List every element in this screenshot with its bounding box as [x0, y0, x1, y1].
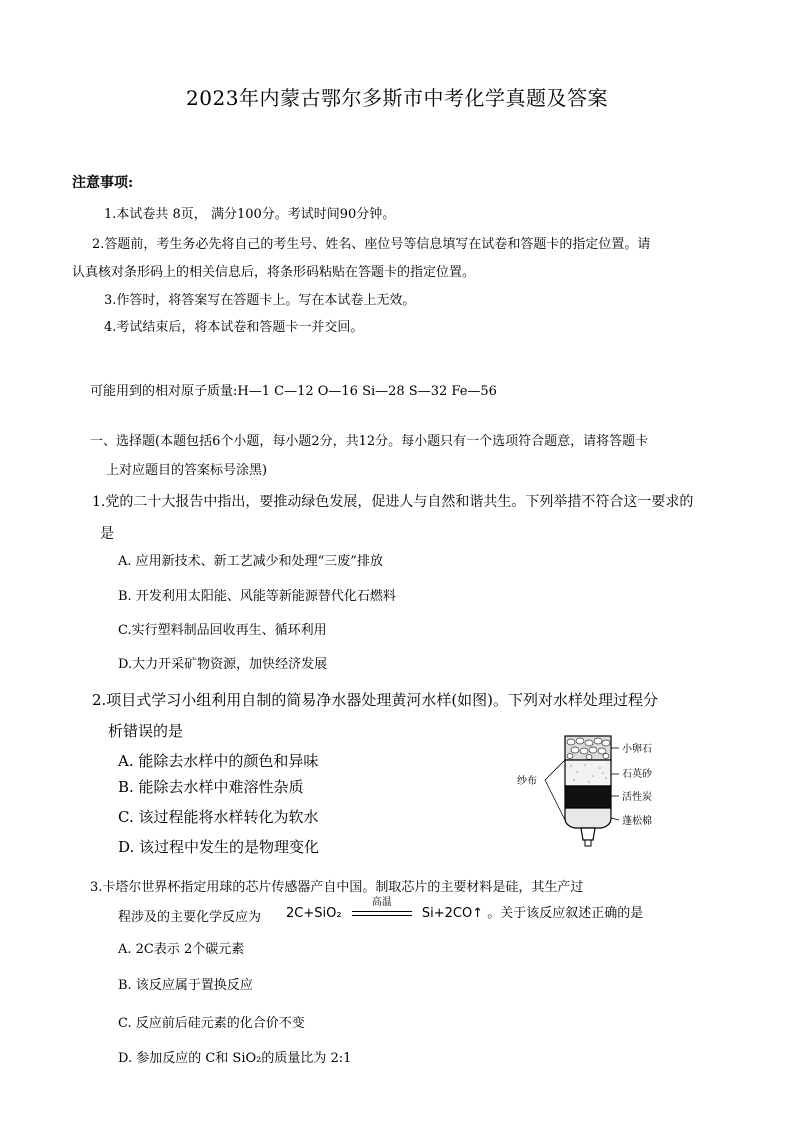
notice-item-1: 1.本试卷共 8页， 满分100分。考试时间90分钟。 [104, 207, 396, 222]
notice-item-2-line-1: 2.答题前，考生务必先将自己的考生号、姓名、座位号等信息填写在试卷和答题卡的指定位置。请 [92, 237, 651, 252]
q2-option-b: B. 能除去水样中难溶性杂质 [118, 778, 304, 796]
atomic-mass-line: 可能用到的相对原子质量:H—1 C—12 O—16 Si—28 S—32 Fe—56 [90, 384, 497, 399]
notice-item-3: 3.作答时，将答案写在答题卡上。写在本试卷上无效。 [104, 293, 416, 308]
label-pebble: 小卵石 [622, 744, 652, 755]
equation-arrow [352, 897, 412, 916]
q2-stem-line-1: 2.项目式学习小组利用自制的简易净水器处理黄河水样(如图)。下列对水样处理过程分 [92, 691, 659, 709]
equation-products: Si+2CO↑ [421, 906, 484, 921]
q1-option-b: B. 开发利用太阳能、风能等新能源替代化石燃料 [118, 589, 396, 604]
q1-stem-line-2: 是 [100, 526, 114, 542]
section-1-line-1: 一、选择题(本题包括6个小题，每小题2分，共12分。每小题只有一个选项符合题意，请将答题卡 [90, 434, 649, 449]
q1-option-d: D.大力开采矿物资源，加快经济发展 [118, 657, 328, 672]
q3-option-a: A. 2C表示 2个碳元素 [118, 942, 245, 957]
cloth-pointer [545, 760, 565, 820]
section-1-line-2: 上对应题目的答案标号涂黑) [106, 463, 268, 478]
equation-reactants: 2C+SiO₂ [286, 906, 342, 921]
q3-option-d: D. 参加反应的 C和 SiO₂的质量比为 2:1 [118, 1051, 352, 1066]
label-cotton: 蓬松棉 [622, 816, 652, 827]
q3-stem-suffix: 。关于该反应叙述正确的是 [487, 906, 644, 921]
layer-pointers [611, 748, 619, 820]
notice-item-2-line-2: 认真核对条形码上的相关信息后，将条形码粘贴在答题卡的指定位置。 [72, 265, 476, 280]
q1-option-a: A. 应用新技术、新工艺减少和处理“三废”排放 [118, 554, 383, 569]
q2-option-a: A. 能除去水样中的颜色和异味 [118, 752, 319, 770]
label-cloth: 纱布 [517, 776, 537, 787]
q3-stem-prefix: 程涉及的主要化学反应为 [118, 910, 262, 925]
water-purifier-diagram [505, 732, 695, 850]
label-activated-carbon: 活性炭 [622, 792, 652, 803]
page-title: 2023年内蒙古鄂尔多斯市中考化学真题及答案 [186, 86, 608, 110]
q1-option-c: C.实行塑料制品回收再生、循环利用 [118, 623, 327, 638]
chemical-equation [286, 897, 644, 921]
q2-option-d: D. 该过程中发生的是物理变化 [118, 838, 320, 856]
q1-stem-line-1: 1.党的二十大报告中指出，要推动绿色发展，促进人与自然和谐共生。下列举措不符合这一要求的 [92, 494, 694, 510]
equation-condition: 高温 [371, 897, 392, 908]
q3-option-b: B. 该反应属于置换反应 [118, 978, 253, 993]
purifier-column [565, 736, 611, 846]
label-quartz-sand: 石英砂 [622, 769, 652, 780]
q3-stem-line-1: 3.卡塔尔世界杯指定用球的芯片传感器产自中国。制取芯片的主要材料是硅，其生产过 [90, 880, 584, 895]
q3-option-c: C. 反应前后硅元素的化合价不变 [118, 1016, 305, 1031]
q2-stem-line-2: 析错误的是 [108, 722, 184, 740]
q2-option-c: C. 该过程能将水样转化为软水 [118, 808, 319, 826]
notice-heading: 注意事项: [72, 175, 134, 191]
notice-item-4: 4.考试结束后，将本试卷和答题卡一并交回。 [104, 320, 364, 335]
